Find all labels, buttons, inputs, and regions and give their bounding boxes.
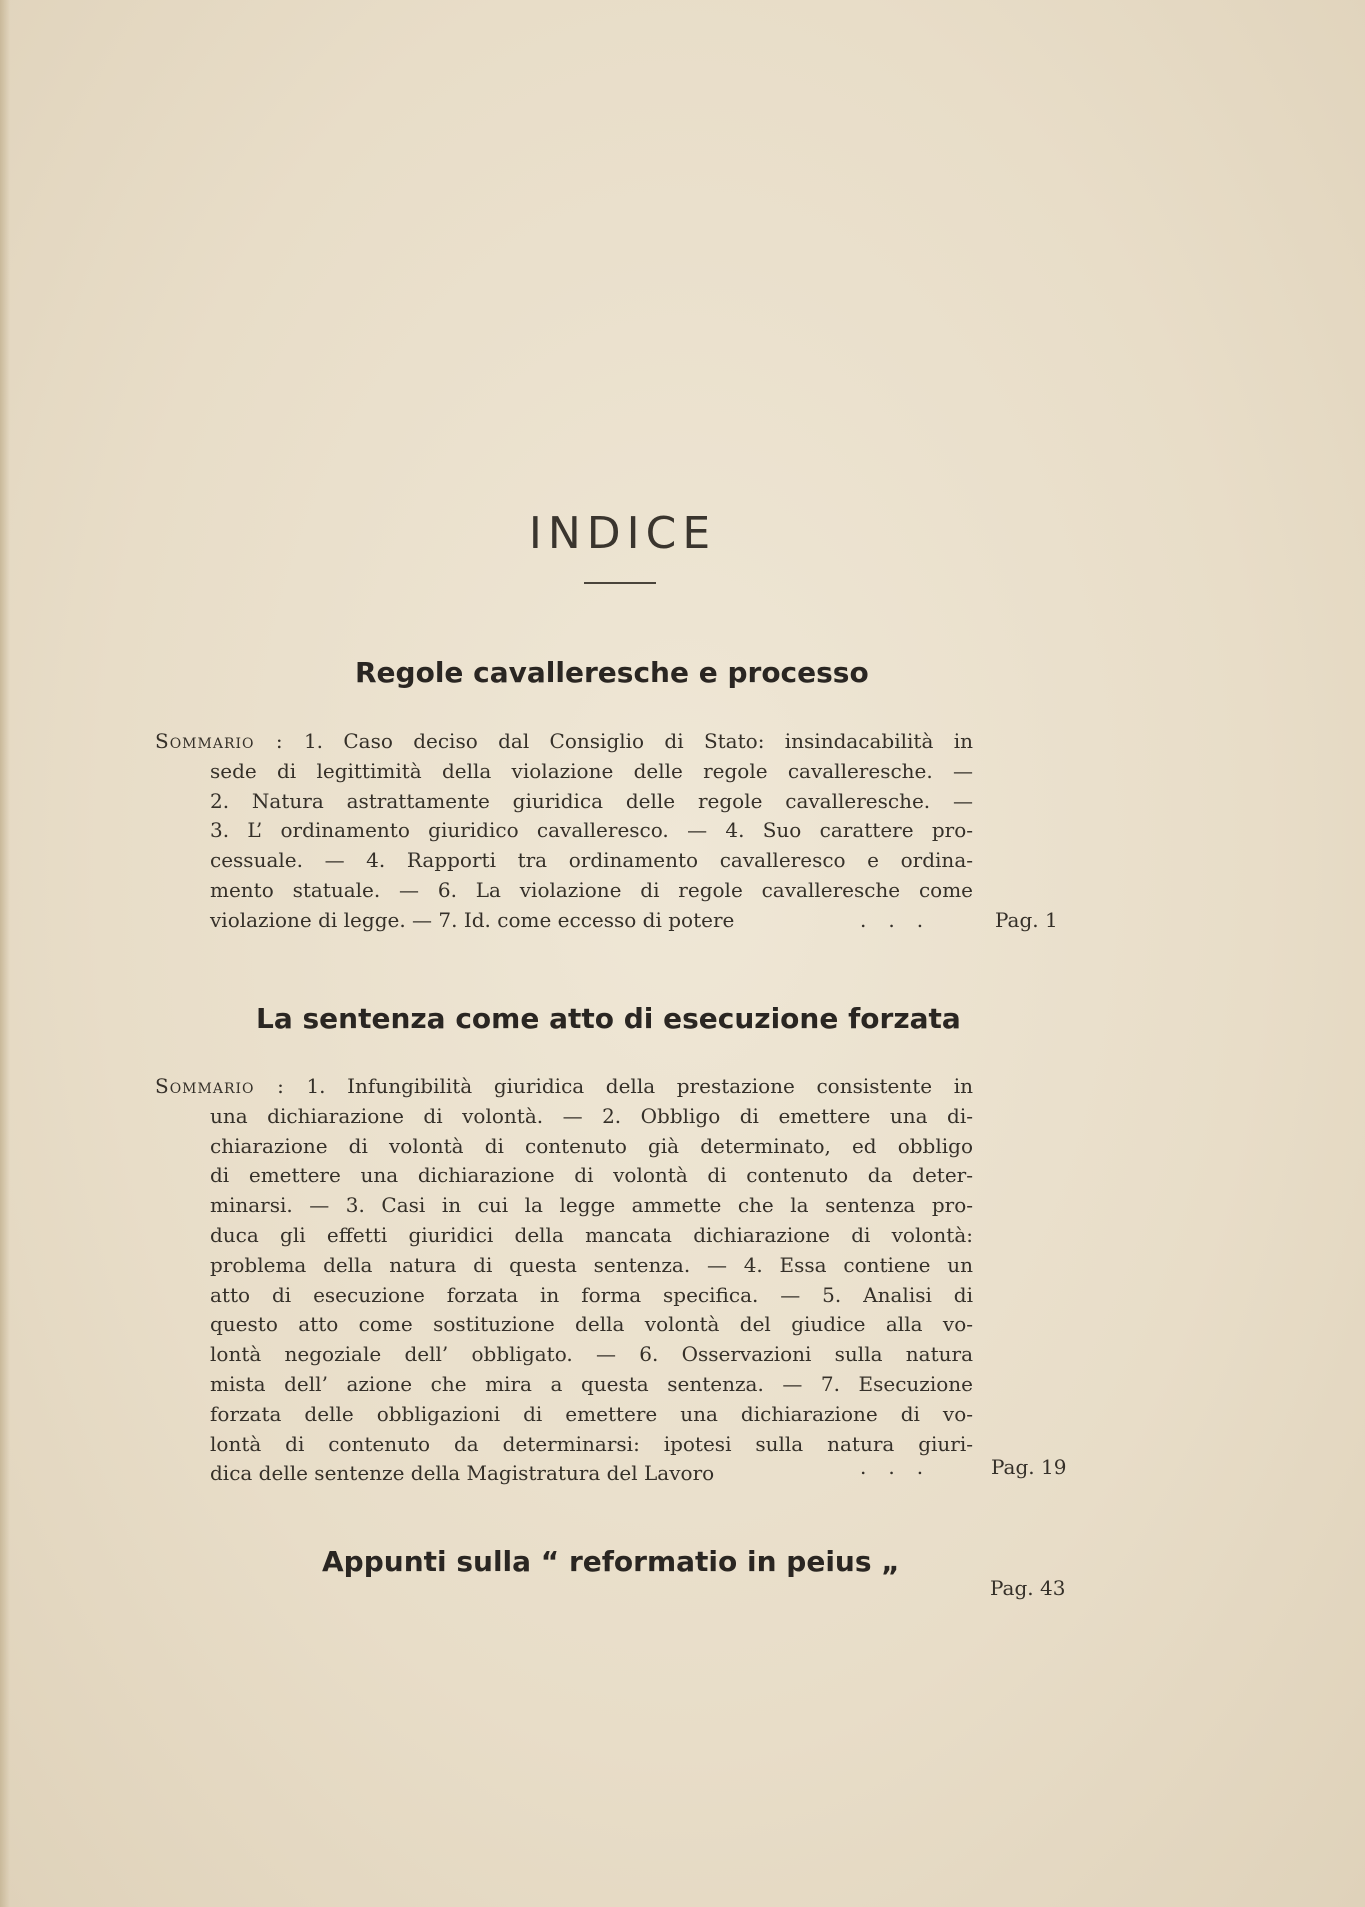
summary-line: duca gli effetti giuridici della mancata dichiarazione di volontà: xyxy=(210,1222,973,1247)
summary-text: 1. Infungibilità giuridica della prestazione consistente in xyxy=(306,1074,973,1098)
summary-line: minarsi. — 3. Casi in cui la legge ammette che la sentenza pro- xyxy=(210,1193,973,1218)
section-summary-2 xyxy=(155,1072,973,1489)
summary-label: Sommario : xyxy=(155,729,284,753)
summary-line: problema della natura di questa sentenza. — 4. Essa contiene un xyxy=(210,1252,973,1277)
page-title: INDICE xyxy=(528,508,717,559)
summary-line: lontà negoziale dell’ obbligato. — 6. Osservazioni sulla natura xyxy=(210,1342,973,1367)
page-edge-shadow xyxy=(0,0,10,1907)
summary-line: di emettere una dichiarazione di volontà di contenuto da deter- xyxy=(210,1163,973,1188)
summary-line: dica delle sentenze della Magistratura del Lavoro xyxy=(210,1461,715,1486)
summary-line: forzata delle obbligazioni di emettere una dichiarazione di vo- xyxy=(210,1401,973,1426)
section-heading-2: La sentenza come atto di esecuzione forzata xyxy=(256,1002,961,1035)
summary-line: questo atto come sostituzione della volontà del giudice alla vo- xyxy=(210,1312,973,1337)
summary-line: lontà di contenuto da determinarsi: ipotesi sulla natura giuri- xyxy=(210,1431,973,1456)
summary-line xyxy=(155,727,973,757)
summary-label: Sommario : xyxy=(155,1074,285,1098)
section-heading-3: Appunti sulla “ reformatio in peius „ xyxy=(322,1545,900,1578)
summary-line xyxy=(155,1072,973,1102)
summary-line: 2. Natura astrattamente giuridica delle regole cavalleresche. — xyxy=(210,788,973,813)
summary-line: chiarazione di volontà di contenuto già determinato, ed obbligo xyxy=(210,1133,973,1158)
summary-line: cessuale. — 4. Rapporti tra ordinamento cavalleresco e ordina- xyxy=(210,848,973,873)
summary-line: una dichiarazione di volontà. — 2. Obbligo di emettere una di- xyxy=(210,1103,973,1128)
leader-dots: ... xyxy=(860,908,946,932)
summary-line: mista dell’ azione che mira a questa sentenza. — 7. Esecuzione xyxy=(210,1371,973,1396)
leader-dots: ... xyxy=(860,1455,946,1479)
summary-line: mento statuale. — 6. La violazione di regole cavalleresche come xyxy=(210,877,973,902)
page-reference-2: Pag. 19 xyxy=(991,1455,1067,1479)
section-summary-1 xyxy=(155,727,973,936)
summary-line: sede di legittimità della violazione delle regole cavalleresche. — xyxy=(210,758,973,783)
page-reference-3: Pag. 43 xyxy=(990,1576,1066,1600)
section-heading-1: Regole cavalleresche e processo xyxy=(355,656,869,689)
summary-line: 3. L’ ordinamento giuridico cavalleresco. — 4. Suo carattere pro- xyxy=(210,818,973,843)
title-rule xyxy=(584,582,656,584)
summary-line: atto di esecuzione forzata in forma specifica. — 5. Analisi di xyxy=(210,1282,973,1307)
page-reference-1: Pag. 1 xyxy=(995,908,1058,932)
summary-text: 1. Caso deciso dal Consiglio di Stato: insindacabilità in xyxy=(303,729,973,753)
summary-line: violazione di legge. — 7. Id. come eccesso di potere xyxy=(210,907,735,932)
